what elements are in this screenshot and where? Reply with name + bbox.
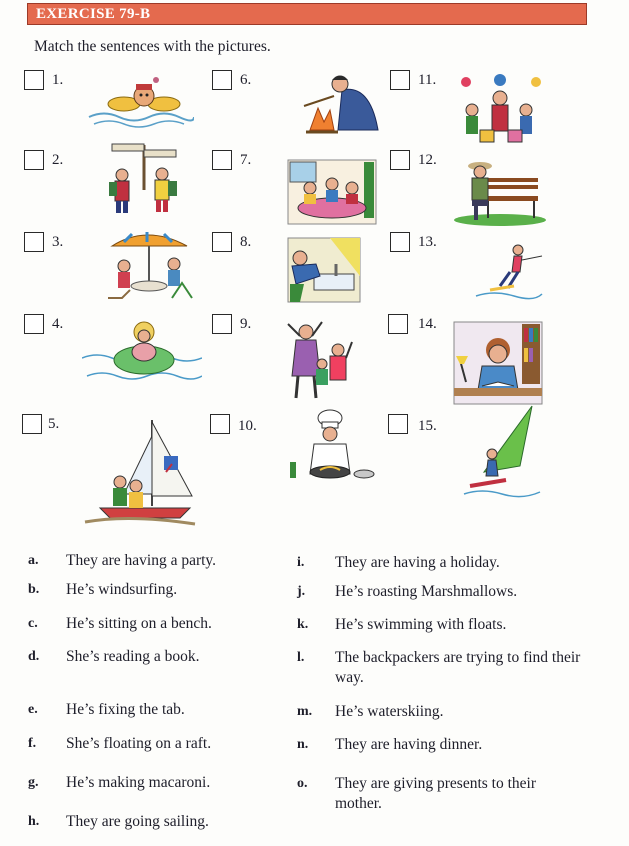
- answer-box-13[interactable]: [390, 232, 410, 252]
- exercise-title: EXERCISE 79-B: [36, 6, 151, 22]
- instruction-text: Match the sentences with the pictures.: [34, 38, 271, 55]
- backpackers-at-signpost-picture: [104, 140, 194, 215]
- sentence-letter: i.: [297, 555, 305, 570]
- sentence-letter: g.: [28, 775, 39, 790]
- item-number: 3.: [52, 234, 64, 250]
- item-number: 11.: [418, 72, 437, 88]
- sentence-text: He’s making macaroni.: [66, 774, 211, 791]
- family-having-dinner-picture: [286, 158, 378, 226]
- answer-box-1[interactable]: [24, 70, 44, 90]
- item-10: [210, 414, 390, 494]
- sentence-letter: c.: [28, 616, 38, 631]
- item-number: 1.: [52, 72, 64, 88]
- answer-box-7[interactable]: [212, 150, 232, 170]
- item-14: [388, 314, 558, 409]
- answer-box-8[interactable]: [212, 232, 232, 252]
- sentence-letter: b.: [28, 582, 40, 597]
- woman-floating-on-raft-picture: [82, 314, 202, 386]
- sentence-text: The backpackers are trying to find their way.: [335, 649, 581, 686]
- sentence-text: He’s sitting on a bench.: [66, 615, 212, 632]
- item-number: 10.: [238, 418, 257, 434]
- sentence-letter: l.: [297, 650, 305, 665]
- sentence-letter: d.: [28, 649, 40, 664]
- item-number: 2.: [52, 152, 64, 168]
- sentence-letter: e.: [28, 702, 38, 717]
- answer-box-14[interactable]: [388, 314, 408, 334]
- sentence-text: They are having dinner.: [335, 736, 483, 753]
- sentence-text: They are having a party.: [66, 552, 217, 569]
- chef-making-macaroni-picture: [284, 408, 376, 488]
- sentence-letter: n.: [297, 737, 309, 752]
- sentence-letter: h.: [28, 814, 40, 829]
- sentence-letter: k.: [297, 617, 309, 632]
- answer-box-15[interactable]: [388, 414, 408, 434]
- presents-to-mother-picture: [454, 74, 546, 150]
- answer-box-9[interactable]: [212, 314, 232, 334]
- sentence-letter: a.: [28, 553, 39, 568]
- waterskier-picture: [474, 242, 544, 302]
- windsurfer-picture: [462, 402, 542, 502]
- sentence-text: He’s waterskiing.: [335, 703, 444, 720]
- sentence-text: They are having a holiday.: [335, 554, 500, 571]
- answer-box-2[interactable]: [24, 150, 44, 170]
- item-number: 4.: [52, 316, 64, 332]
- people-going-sailing-picture: [80, 416, 200, 528]
- sentence-text: She’s reading a book.: [66, 648, 200, 665]
- item-11: [390, 70, 560, 150]
- answer-box-11[interactable]: [390, 70, 410, 90]
- item-number: 6.: [240, 72, 252, 88]
- item-number: 5.: [48, 416, 60, 432]
- sentence-text: He’s swimming with floats.: [335, 616, 507, 633]
- answer-box-5[interactable]: [22, 414, 42, 434]
- item-number: 8.: [240, 234, 252, 250]
- item-4: [24, 314, 204, 389]
- item-5: [22, 414, 212, 532]
- man-fixing-tap-picture: [286, 236, 362, 304]
- item-9: [212, 314, 387, 404]
- answer-box-4[interactable]: [24, 314, 44, 334]
- item-number: 12.: [418, 152, 437, 168]
- answer-box-3[interactable]: [24, 232, 44, 252]
- item-2: [24, 150, 204, 220]
- man-on-bench-picture: [454, 160, 546, 226]
- sentence-letter: m.: [297, 704, 313, 719]
- item-12: [390, 150, 560, 230]
- item-number: 15.: [418, 418, 437, 434]
- sentence-text: He’s roasting Marshmallows.: [335, 583, 518, 600]
- item-number: 9.: [240, 316, 252, 332]
- item-13: [390, 232, 560, 312]
- sentence-letter: o.: [297, 776, 308, 791]
- sentence-text: She’s floating on a raft.: [66, 735, 212, 752]
- item-6: [212, 70, 387, 140]
- item-7: [212, 150, 387, 225]
- swimmer-with-floats-picture: [84, 72, 194, 132]
- sentence-text: They are giving presents to their mother.: [335, 775, 537, 812]
- family-on-holiday-picture: [102, 228, 202, 306]
- answer-box-6[interactable]: [212, 70, 232, 90]
- item-number: 14.: [418, 316, 437, 332]
- sentence-letter: j.: [297, 584, 306, 599]
- item-8: [212, 232, 387, 307]
- exercise-header: [27, 3, 587, 25]
- item-3: [24, 232, 204, 307]
- sentence-text: He’s windsurfing.: [66, 581, 178, 598]
- item-15: [388, 414, 558, 509]
- sentence-text: He’s fixing the tab.: [66, 701, 185, 718]
- sentence-text: They are going sailing.: [66, 813, 209, 830]
- item-number: 13.: [418, 234, 437, 250]
- answer-box-12[interactable]: [390, 150, 410, 170]
- item-number: 7.: [240, 152, 252, 168]
- item-1: [24, 70, 204, 140]
- woman-reading-book-picture: [452, 320, 544, 406]
- people-at-party-picture: [282, 320, 362, 402]
- sentence-letter: f.: [28, 736, 37, 751]
- roasting-marshmallows-picture: [292, 70, 384, 136]
- answer-box-10[interactable]: [210, 414, 230, 434]
